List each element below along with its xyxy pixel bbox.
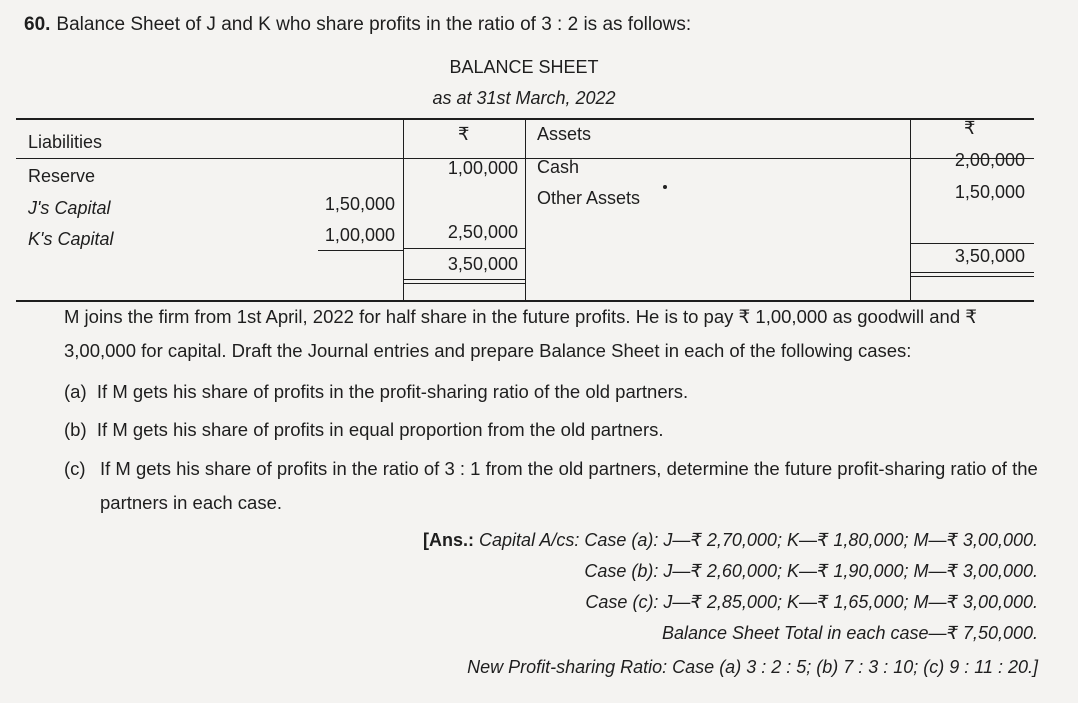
- balance-sheet-subtitle: as at 31st March, 2022: [432, 88, 616, 108]
- answer-prefix: [Ans.:: [423, 530, 475, 550]
- asset-label: Other Assets: [537, 188, 641, 208]
- case-label: (c): [64, 458, 86, 479]
- header-rule: [16, 158, 1034, 159]
- liability-sub-amount: 1,00,000: [324, 225, 395, 245]
- total-top-rule-left: [404, 248, 525, 249]
- header-rupee-liabilities: ₹: [458, 124, 470, 144]
- case-label: (a): [64, 381, 87, 402]
- liability-sub-amount: 1,50,000: [324, 194, 395, 214]
- total-under-rule-left-1: [404, 279, 525, 280]
- answer-text: Capital A/cs: Case (a): J—₹ 2,70,000; K—₹ 1,80,000; M—₹ 3,00,000.: [479, 530, 1038, 550]
- case-item: [64, 452, 1044, 520]
- answer-line: [423, 530, 1038, 551]
- asset-amount: 1,50,000: [954, 182, 1025, 202]
- case-text: If M gets his share of profits in the profit-sharing ratio of the old partners.: [96, 381, 689, 402]
- liability-amount: 1,00,000: [447, 158, 518, 178]
- total-assets: 3,50,000: [954, 246, 1025, 266]
- total-under-rule-right-1: [911, 272, 1034, 273]
- asset-amount: 2,00,000: [954, 150, 1025, 170]
- liability-label: J's Capital: [28, 198, 111, 218]
- answer-line: New Profit-sharing Ratio: Case (a) 3 : 2 : 5; (b) 7 : 3 : 10; (c) 9 : 11 : 20.]: [467, 657, 1038, 677]
- col-divider-2: [525, 119, 526, 300]
- answer-line: Case (c): J—₹ 2,85,000; K—₹ 1,65,000; M—₹ 3,00,000.: [585, 592, 1038, 612]
- stray-dot: [663, 185, 667, 189]
- col-divider-1: [403, 119, 404, 300]
- asset-label: Cash: [537, 157, 580, 177]
- subtotal-rule: [318, 250, 403, 251]
- question-number: 60.: [24, 14, 51, 35]
- case-label: (b): [64, 419, 87, 440]
- header-assets: Assets: [537, 124, 592, 144]
- liability-amount: 2,50,000: [447, 222, 518, 242]
- liability-label: Reserve: [28, 166, 96, 186]
- case-text: If M gets his share of profits in the ratio of 3 : 1 from the old partners, determine the future profit-sharing ratio of the partners in each case.: [100, 458, 1038, 513]
- answer-line: Balance Sheet Total in each case—₹ 7,50,000.: [661, 623, 1038, 643]
- header-liabilities: Liabilities: [28, 132, 103, 152]
- total-top-rule-right: [911, 243, 1034, 244]
- case-text: If M gets his share of profits in equal proportion from the old partners.: [96, 419, 664, 440]
- total-liabilities: 3,50,000: [447, 254, 518, 274]
- total-under-rule-left-2: [404, 283, 525, 284]
- problem-intro: M joins the firm from 1st April, 2022 for half share in the future profits. He is to pay ₹ 1,00,000 as goodwill and ₹ 3,00,000 for capital. Draft the Journal entries and prepare Balance Sheet in each of the following cases:: [64, 306, 978, 361]
- liability-label: K's Capital: [28, 229, 114, 249]
- balance-sheet-title: BALANCE SHEET: [449, 57, 599, 77]
- question-heading: [24, 14, 691, 36]
- answer-line: Case (b): J—₹ 2,60,000; K—₹ 1,90,000; M—₹ 3,00,000.: [584, 561, 1038, 581]
- header-rupee-assets: ₹: [964, 118, 976, 138]
- case-item: [64, 375, 1044, 409]
- total-under-rule-right-2: [911, 276, 1034, 277]
- case-item: [64, 413, 1044, 447]
- question-text: Balance Sheet of J and K who share profits in the ratio of 3 : 2 is as follows:: [56, 14, 692, 35]
